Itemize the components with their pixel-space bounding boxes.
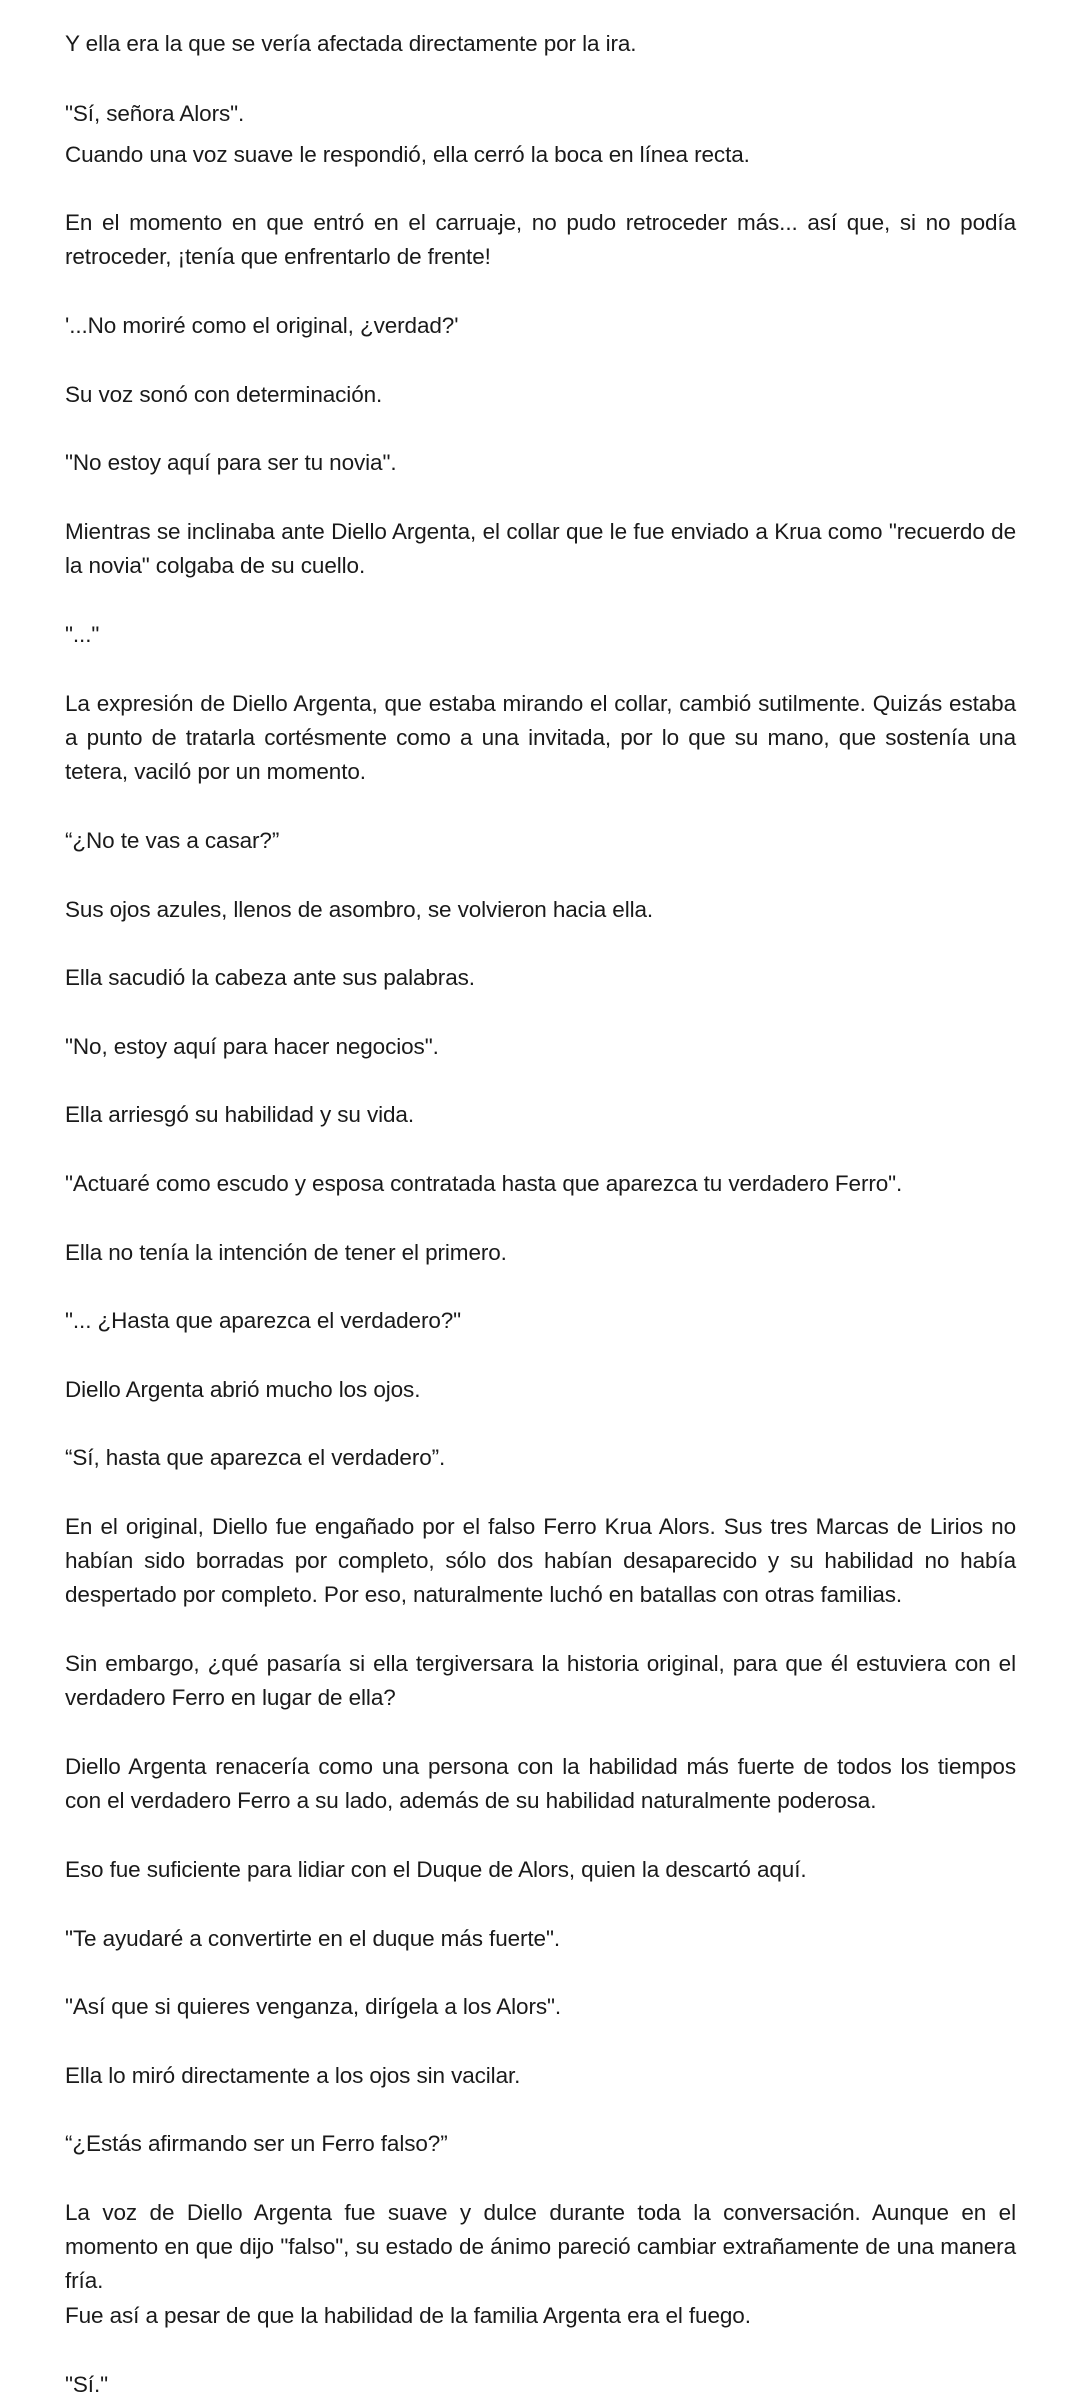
paragraph: "Sí, señora Alors".: [65, 101, 245, 126]
paragraph: Ella no tenía la intención de tener el primero.: [65, 1240, 507, 1265]
paragraph: Diello Argenta renacería como una persona con la habilidad más fuerte de todos los tiempos con el verdadero Ferro a su lado, además de su habilidad naturalmente poderosa.: [65, 1754, 1016, 1813]
paragraph: Cuando una voz suave le respondió, ella cerró la boca en línea recta.: [65, 142, 750, 167]
paragraph: Sin embargo, ¿qué pasaría si ella tergiversara la historia original, para que él estuviera con el verdadero Ferro en lugar de ella?: [65, 1651, 1016, 1710]
paragraph: "Así que si quieres venganza, dirígela a los Alors".: [65, 1994, 562, 2019]
paragraph: En el momento en que entró en el carruaje, no pudo retroceder más... así que, si no podía retroceder, ¡tenía que enfrentarlo de frente!: [65, 210, 1016, 269]
paragraph: "...": [65, 622, 100, 647]
paragraph: Y ella era la que se vería afectada directamente por la ira.: [65, 31, 637, 56]
paragraph: “¿No te vas a casar?”: [65, 828, 280, 853]
paragraph: Eso fue suficiente para lidiar con el Duque de Alors, quien la descartó aquí.: [65, 1857, 807, 1882]
paragraph: "Actuaré como escudo y esposa contratada hasta que aparezca tu verdadero Ferro".: [65, 1171, 903, 1196]
paragraph: En el original, Diello fue engañado por el falso Ferro Krua Alors. Sus tres Marcas de Lirios no habían sido borradas por completo, sólo dos habían desaparecido y su habilidad no había despertado por completo. Por eso, naturalmente luchó en batallas con otras familias.: [65, 1514, 1016, 1607]
paragraph: "Sí.": [65, 2372, 108, 2397]
paragraph: "No estoy aquí para ser tu novia".: [65, 450, 397, 475]
paragraph: La voz de Diello Argenta fue suave y dulce durante toda la conversación. Aunque en el momento en que dijo "falso", su estado de ánimo pareció cambiar extrañamente de una manera fría.: [65, 2200, 1016, 2293]
paragraph: "No, estoy aquí para hacer negocios".: [65, 1034, 439, 1059]
paragraph: "... ¿Hasta que aparezca el verdadero?": [65, 1308, 462, 1333]
paragraph: Sus ojos azules, llenos de asombro, se volvieron hacia ella.: [65, 897, 654, 922]
paragraph: “¿Estás afirmando ser un Ferro falso?”: [65, 2131, 448, 2156]
paragraph: Mientras se inclinaba ante Diello Argenta, el collar que le fue enviado a Krua como "recuerdo de la novia" colgaba de su cuello.: [65, 519, 1016, 578]
paragraph: Diello Argenta abrió mucho los ojos.: [65, 1377, 421, 1402]
paragraph: Ella lo miró directamente a los ojos sin vacilar.: [65, 2063, 521, 2088]
paragraph: “Sí, hasta que aparezca el verdadero”.: [65, 1445, 446, 1470]
paragraph: Ella arriesgó su habilidad y su vida.: [65, 1102, 414, 1127]
paragraph: '...No moriré como el original, ¿verdad?': [65, 313, 459, 338]
paragraph: La expresión de Diello Argenta, que estaba mirando el collar, cambió sutilmente. Quizás estaba a punto de tratarla cortésmente como a una invitada, por lo que su mano, que sostenía una tetera, vaciló por un momento.: [65, 691, 1016, 784]
paragraph: Ella sacudió la cabeza ante sus palabras.: [65, 965, 475, 990]
paragraph: Fue así a pesar de que la habilidad de la familia Argenta era el fuego.: [65, 2303, 751, 2328]
paragraph: "Te ayudaré a convertirte en el duque más fuerte".: [65, 1926, 561, 1951]
paragraph: Su voz sonó con determinación.: [65, 382, 383, 407]
